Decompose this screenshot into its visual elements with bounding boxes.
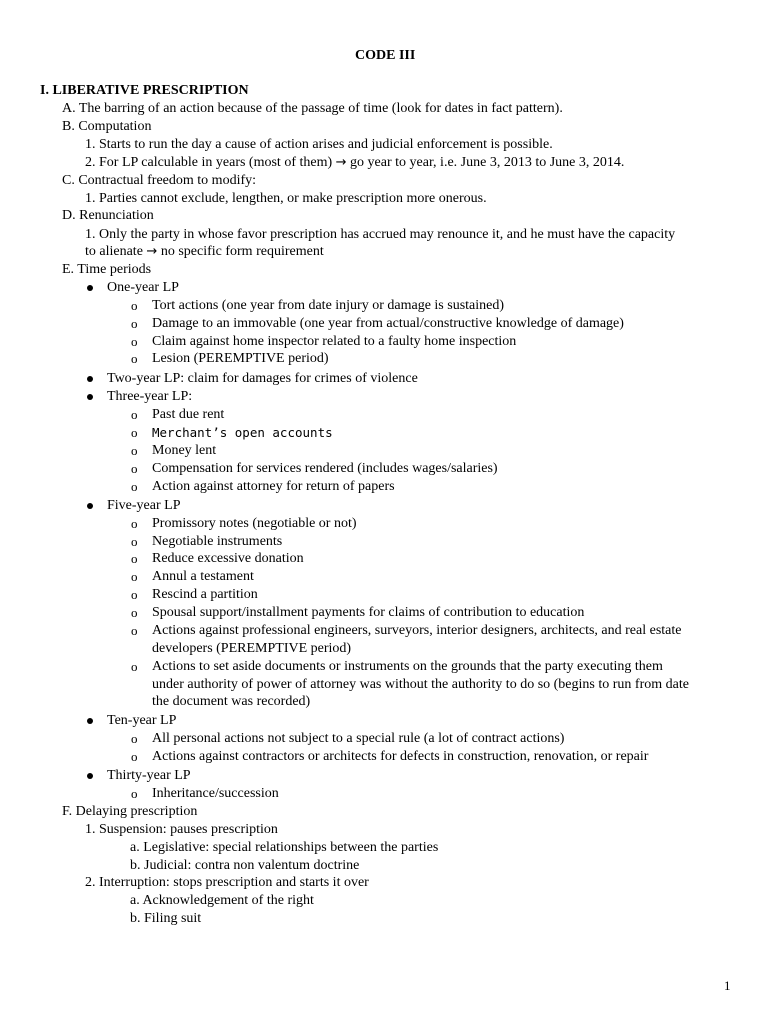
item-d-1-line2 (85, 243, 324, 261)
list-item: Negotiable instruments (152, 534, 283, 549)
item-b-2 (85, 154, 624, 172)
circle-bullet-icon: o (131, 461, 138, 476)
circle-bullet-icon: o (131, 534, 138, 549)
list-item: Tort actions (one year from date injury or damage is sustained) (152, 298, 505, 313)
list-item: Annul a testament (152, 569, 254, 584)
circle-bullet-icon: o (131, 316, 138, 331)
right-arrow-icon: → (335, 155, 347, 170)
item-f-1-a: a. Legislative: special relationships between the parties (130, 840, 439, 855)
bullet-icon (87, 376, 93, 382)
list-item: Actions against contractors or architects for defects in construction, renovation, or repair (152, 749, 649, 764)
item-d-1-line1: 1. Only the party in whose favor prescription has accrued may renounce it, and he must have the capacity (85, 227, 676, 242)
three-year-heading: Three-year LP: (107, 389, 193, 404)
list-item: Rescind a partition (152, 587, 258, 602)
list-item: All personal actions not subject to a special rule (a lot of contract actions) (152, 731, 565, 746)
item-f-1: 1. Suspension: pauses prescription (85, 822, 278, 837)
one-year-heading: One-year LP (107, 280, 179, 295)
thirty-year-heading: Thirty-year LP (107, 768, 191, 783)
bullet-icon (87, 718, 93, 724)
list-item-continuation: the document was recorded) (152, 694, 311, 709)
item-c-heading: C. Contractual freedom to modify: (62, 173, 257, 188)
circle-bullet-icon: o (131, 516, 138, 531)
item-a: A. The barring of an action because of the passage of time (look for dates in fact pattern). (62, 101, 563, 116)
item-f-1-b: b. Judicial: contra non valentum doctrine (130, 858, 360, 873)
list-item: Action against attorney for return of papers (152, 479, 395, 494)
circle-bullet-icon: o (131, 605, 138, 620)
list-item: Inheritance/succession (152, 786, 279, 801)
page-number: 1 (724, 978, 731, 993)
circle-bullet-icon: o (131, 334, 138, 349)
circle-bullet-icon: o (131, 569, 138, 584)
item-b-2-text-post: go year to year, i.e. June 3, 2013 to June 3, 2014. (350, 155, 625, 170)
item-d-1-text-pre: to alienate (85, 244, 143, 259)
list-item: Merchant’s open accounts (152, 425, 333, 440)
bullet-icon (87, 285, 93, 291)
section-heading: I. LIBERATIVE PRESCRIPTION (40, 83, 249, 98)
item-f-heading: F. Delaying prescription (62, 804, 198, 819)
list-item: Spousal support/installment payments for claims of contribution to education (152, 605, 585, 620)
circle-bullet-icon: o (131, 587, 138, 602)
item-e-heading: E. Time periods (62, 262, 152, 277)
list-item-continuation: under authority of power of attorney was without the authority to do so (begins to run from date (152, 677, 689, 692)
circle-bullet-icon: o (131, 443, 138, 458)
item-f-2: 2. Interruption: stops prescription and starts it over (85, 875, 369, 890)
item-b-2-text-pre: 2. For LP calculable in years (most of them) (85, 155, 333, 170)
list-item: Reduce excessive donation (152, 551, 304, 566)
list-item-continuation: developers (PEREMPTIVE period) (152, 641, 352, 656)
circle-bullet-icon: o (131, 551, 138, 566)
circle-bullet-icon: o (131, 351, 138, 366)
circle-bullet-icon: o (131, 479, 138, 494)
circle-bullet-icon: o (131, 749, 138, 764)
item-c-1: 1. Parties cannot exclude, lengthen, or make prescription more onerous. (85, 191, 487, 206)
item-b-heading: B. Computation (62, 119, 152, 134)
two-year-heading: Two-year LP: claim for damages for crimes of violence (107, 371, 418, 386)
item-b-1: 1. Starts to run the day a cause of action arises and judicial enforcement is possible. (85, 137, 553, 152)
list-item: Damage to an immovable (one year from actual/constructive knowledge of damage) (152, 316, 624, 331)
bullet-icon (87, 394, 93, 400)
item-f-2-b: b. Filing suit (130, 911, 202, 926)
page-title: CODE III (355, 48, 416, 63)
list-item: Past due rent (152, 407, 225, 422)
bullet-icon (87, 773, 93, 779)
list-item: Actions against professional engineers, surveyors, interior designers, architects, and real estate (152, 623, 682, 638)
circle-bullet-icon: o (131, 407, 138, 422)
right-arrow-icon: → (146, 244, 158, 259)
item-f-2-a: a. Acknowledgement of the right (130, 893, 314, 908)
list-item: Claim against home inspector related to a faulty home inspection (152, 334, 517, 349)
list-item: Compensation for services rendered (includes wages/salaries) (152, 461, 498, 476)
list-item: Money lent (152, 443, 217, 458)
item-d-1-text-post: no specific form requirement (160, 244, 324, 259)
ten-year-heading: Ten-year LP (107, 713, 177, 728)
bullet-icon (87, 503, 93, 509)
circle-bullet-icon: o (131, 623, 138, 638)
five-year-heading: Five-year LP (107, 498, 181, 513)
circle-bullet-icon: o (131, 786, 138, 801)
circle-bullet-icon: o (131, 425, 138, 440)
list-item: Lesion (PEREMPTIVE period) (152, 351, 329, 366)
list-item: Actions to set aside documents or instruments on the grounds that the party executing them (152, 659, 663, 674)
item-d-heading: D. Renunciation (62, 208, 154, 223)
list-item: Promissory notes (negotiable or not) (152, 516, 357, 531)
circle-bullet-icon: o (131, 659, 138, 674)
circle-bullet-icon: o (131, 298, 138, 313)
circle-bullet-icon: o (131, 731, 138, 746)
